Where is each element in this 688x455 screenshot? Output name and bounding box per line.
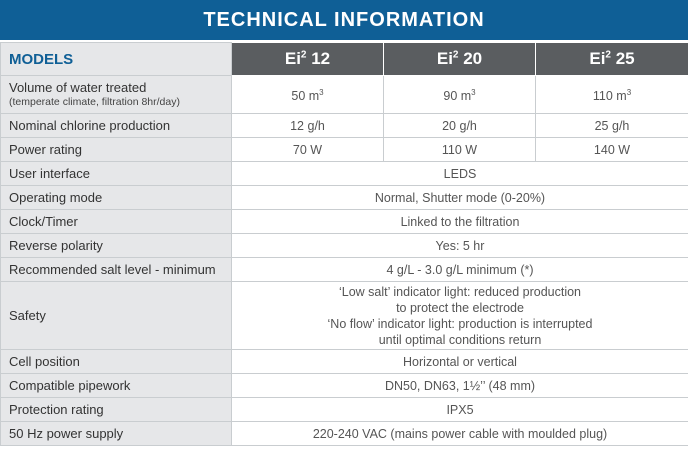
safety-line: ‘No flow’ indicator light: production is interrupted [327, 316, 593, 331]
cell-chlorine-12: 12 g/h [232, 114, 384, 138]
table-row-cell [1, 350, 688, 374]
title-banner [0, 0, 688, 40]
model-ei2-12-header: Ei$^2$ 12 [232, 43, 384, 76]
row-label-protection: Protection rating [1, 398, 232, 422]
models-header: MODELS [1, 43, 232, 76]
row-label-safety: Safety [1, 282, 232, 350]
cell-mode: Normal, Shutter mode (0-20%) [232, 186, 688, 210]
cell-volume-12: 50 $m^3$ [232, 76, 384, 114]
cell-safety [232, 282, 688, 350]
safety-line: ‘Low salt’ indicator light: reduced production [338, 284, 582, 299]
cell-pipework: DN50, DN63, 1½’’ (48 mm) [232, 374, 688, 398]
table-row-chlorine [1, 114, 688, 138]
row-label-ui: User interface [1, 162, 232, 186]
cell-chlorine-20: 20 g/h [384, 114, 536, 138]
safety-line: to protect the electrode [396, 300, 524, 315]
cell-volume-20: 90 $m^3$ [384, 76, 536, 114]
cell-supply: 220-240 VAC (mains power cable with moulded plug) [232, 422, 688, 446]
row-label-cell: Cell position [1, 350, 232, 374]
table-row-salt [1, 258, 688, 282]
cell-position: Horizontal or vertical [232, 350, 688, 374]
cell-chlorine-25: 25 g/h [536, 114, 688, 138]
cell-volume-25: 110 $m^3$ [536, 76, 688, 114]
table-row-clock [1, 210, 688, 234]
cell-protection: IPX5 [232, 398, 688, 422]
row-label-mode: Operating mode [1, 186, 232, 210]
row-label-power: Power rating [1, 138, 232, 162]
row-label-polarity: Reverse polarity [1, 234, 232, 258]
table-row-polarity [1, 234, 688, 258]
row-label-clock: Clock/Timer [1, 210, 232, 234]
cell-ui: LEDS [232, 162, 688, 186]
row-sublabel-volume: (temperate climate, filtration 8hr/day) [9, 95, 180, 108]
header-row [1, 43, 688, 76]
row-label-volume: Volume of water treated (temperate climate, filtration 8hr/day) [1, 76, 232, 114]
safety-line: until optimal conditions return [378, 332, 542, 347]
cell-polarity: Yes: 5 hr [232, 234, 688, 258]
cell-power-12: 70 W [232, 138, 384, 162]
cell-power-20: 110 W [384, 138, 536, 162]
table-row-supply [1, 422, 688, 446]
cell-salt: 4 g/L - 3.0 g/L minimum (*) [232, 258, 688, 282]
row-label-chlorine: Nominal chlorine production [1, 114, 232, 138]
table-row-volume [1, 76, 688, 114]
row-label-pipework: Compatible pipework [1, 374, 232, 398]
page-title: TECHNICAL INFORMATION [203, 8, 485, 31]
row-label-salt: Recommended salt level - minimum [1, 258, 232, 282]
table-row-mode [1, 186, 688, 210]
spec-table [0, 42, 688, 446]
cell-power-25: 140 W [536, 138, 688, 162]
row-label-supply: 50 Hz power supply [1, 422, 232, 446]
table-row-safety [1, 282, 688, 350]
model-ei2-20-header: Ei$^2$ 20 [384, 43, 536, 76]
model-ei2-25-header: Ei$^2$ 25 [536, 43, 688, 76]
table-row-ui [1, 162, 688, 186]
table-row-pipework [1, 374, 688, 398]
cell-clock: Linked to the filtration [232, 210, 688, 234]
table-row-protection [1, 398, 688, 422]
table-row-power [1, 138, 688, 162]
